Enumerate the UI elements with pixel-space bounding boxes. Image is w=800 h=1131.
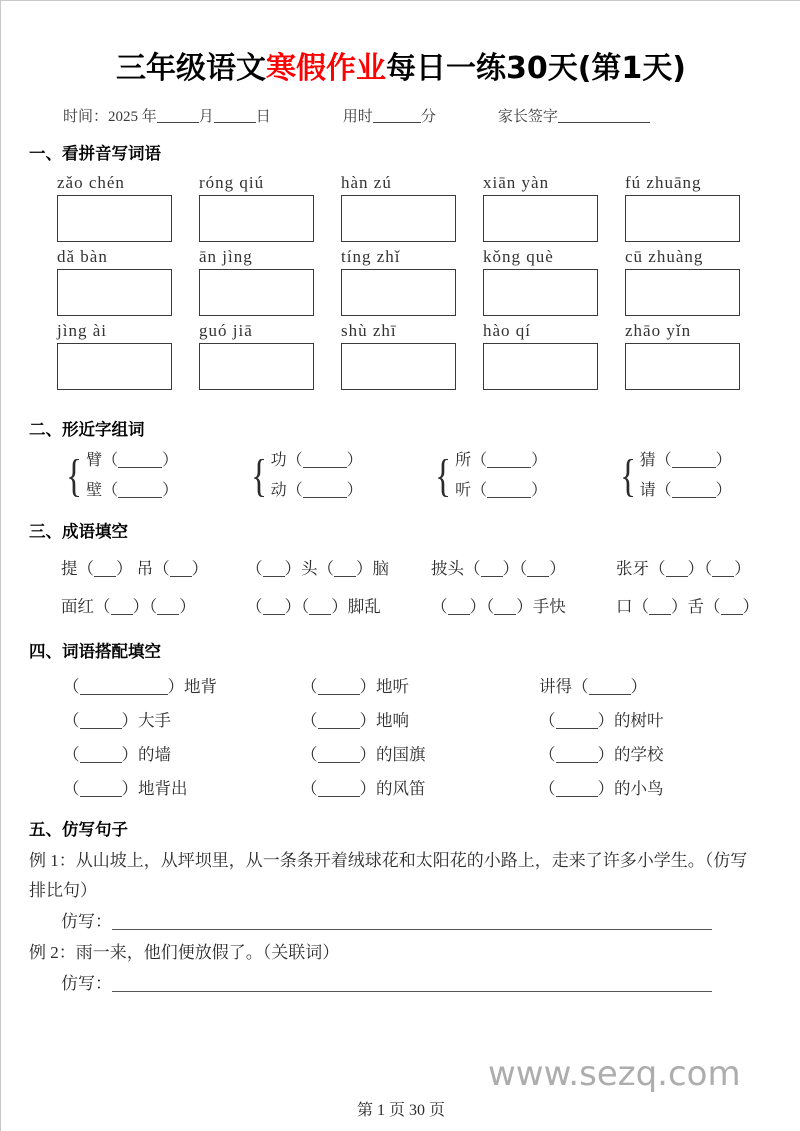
idiom-text: ） (191, 559, 209, 578)
pinyin-text: shù zhī (341, 321, 397, 340)
collocation-close: ）的学校 (597, 745, 664, 764)
idiom-text: ） (742, 597, 759, 616)
idiom-blank[interactable] (666, 561, 688, 577)
pinyin-text: cū zhuàng (625, 247, 704, 266)
paren-close: ） (162, 452, 179, 469)
collocation-open: （ (301, 711, 318, 730)
pinyin-text: hàn zú (341, 173, 392, 192)
pinyin-cell (483, 242, 625, 316)
similar-chars-line (271, 476, 363, 506)
idiom-blank[interactable] (157, 599, 179, 615)
pinyin-text: zhāo yǐn (625, 321, 692, 340)
section-heading-4: 四、词语搭配填空 (29, 642, 161, 661)
section-heading-1: 一、看拼音写词语 (29, 144, 161, 163)
collocation-item (539, 673, 777, 697)
collocation-blank[interactable] (589, 678, 631, 695)
idiom-item (616, 555, 800, 579)
pinyin-cell (199, 316, 341, 390)
pinyin-answer-box[interactable] (341, 269, 456, 316)
pinyin-answer-box[interactable] (199, 269, 314, 316)
idiom-text: ）（ (132, 597, 158, 616)
paren-close: ） (715, 482, 732, 499)
char-label: 壁（ (86, 482, 119, 499)
similar-chars-line (86, 476, 178, 506)
idiom-text: ）（ (687, 559, 713, 578)
idiom-blank[interactable] (111, 599, 133, 615)
idiom-text: ）手快 (516, 597, 566, 616)
title-part-2: 每日一练30天(第1天) (385, 51, 687, 86)
idiom-item (61, 593, 246, 617)
idiom-row (61, 586, 800, 624)
pinyin-answer-box[interactable] (199, 195, 314, 242)
similar-chars-group (248, 446, 433, 506)
collocation-blank[interactable] (80, 780, 122, 797)
similar-chars-group (63, 446, 248, 506)
title-highlight: 寒假作业 (265, 51, 386, 86)
collocation-open: （ (63, 711, 80, 730)
idiom-text: 张牙（ (616, 559, 666, 578)
day-label: 日 (255, 109, 271, 125)
collocation-item (63, 673, 301, 697)
similar-chars-lines (640, 446, 732, 506)
idiom-item (61, 555, 246, 579)
idiom-item (431, 555, 616, 579)
collocation-open: （ (301, 779, 318, 798)
pinyin-cell (199, 242, 341, 316)
idiom-item (246, 593, 431, 617)
pinyin-answer-box[interactable] (483, 269, 598, 316)
collocation-close: ）的国旗 (359, 745, 426, 764)
answer-blank[interactable] (672, 451, 716, 468)
pinyin-text: ān jìng (199, 247, 253, 266)
idiom-row (61, 548, 800, 586)
idiom-text: ）舌（ (671, 597, 721, 616)
pinyin-answer-box[interactable] (57, 343, 172, 390)
day-input-blank[interactable] (214, 107, 256, 123)
idiom-text: ） (734, 559, 751, 578)
answer-blank[interactable] (487, 481, 531, 498)
collocation-open: （ (301, 745, 318, 764)
idiom-blank[interactable] (481, 561, 503, 577)
pinyin-row (57, 242, 800, 316)
idiom-blank[interactable] (527, 561, 549, 577)
char-label: 功（ (270, 452, 303, 469)
similar-chars-lines (271, 446, 363, 506)
worksheet-content (1, 1, 800, 1131)
collocation-blank[interactable] (80, 712, 122, 729)
idiom-text: ） (179, 597, 196, 616)
brace-icon: { (66, 450, 83, 501)
collocation-close: ）地背 (167, 677, 217, 696)
collocation-blank[interactable] (80, 746, 122, 763)
paren-close: ） (162, 482, 179, 499)
collocation-open: （ (63, 745, 80, 764)
idiom-item (431, 593, 616, 617)
pinyin-text: zǎo chén (57, 173, 125, 192)
section-heading-3: 三、成语填空 (29, 522, 128, 541)
idiom-item (616, 593, 800, 617)
similar-chars-lines (86, 446, 178, 506)
brace-icon: { (435, 450, 452, 501)
collocation-blank[interactable] (556, 780, 598, 797)
char-label: 臂（ (86, 452, 119, 469)
idiom-blank[interactable] (448, 599, 470, 615)
similar-chars-line (455, 476, 547, 506)
collocation-close: ）的风笛 (359, 779, 426, 798)
month-input-blank[interactable] (157, 107, 199, 123)
pinyin-answer-box[interactable] (57, 195, 172, 242)
collocation-item (63, 707, 301, 731)
idiom-blank[interactable] (334, 561, 356, 577)
pinyin-section (1, 170, 800, 390)
similar-chars-lines (455, 446, 547, 506)
pinyin-cell (341, 170, 483, 242)
pinyin-cell (483, 170, 625, 242)
duration-label: 用时 (342, 109, 373, 125)
pinyin-cell (57, 242, 199, 316)
idiom-text: （ (431, 597, 448, 616)
idiom-blank[interactable] (712, 561, 734, 577)
answer-blank[interactable] (303, 481, 347, 498)
collocation-blank[interactable] (556, 712, 598, 729)
collocation-close: ）的树叶 (597, 711, 664, 730)
answer-input-line[interactable] (112, 912, 712, 930)
collocation-item (539, 775, 777, 799)
pinyin-answer-box[interactable] (199, 343, 314, 390)
idiom-text: 面红（ (61, 597, 111, 616)
pinyin-answer-box[interactable] (483, 343, 598, 390)
idiom-text: ）（ (502, 559, 528, 578)
idiom-blank[interactable] (494, 599, 516, 615)
minute-label: 分 (420, 109, 436, 125)
similar-chars-line (86, 446, 178, 476)
idiom-text: 提（ (61, 559, 94, 578)
idiom-text: （ (246, 597, 263, 616)
pinyin-answer-box[interactable] (341, 343, 456, 390)
collocation-row (63, 668, 800, 702)
collocation-item (539, 741, 777, 765)
idioms-section (1, 548, 800, 624)
brace-icon: { (250, 450, 267, 501)
collocation-item (301, 775, 539, 799)
answer-label: 仿写： (61, 974, 112, 993)
char-label: 所（ (455, 452, 488, 469)
similar-chars-group (617, 446, 800, 506)
page-title (1, 1, 800, 87)
similar-chars-group (432, 446, 617, 506)
collocation-blank[interactable] (318, 712, 360, 729)
collocation-close: ）地响 (359, 711, 409, 730)
pinyin-row (57, 316, 800, 390)
title-part-1: 三年级语文 (115, 51, 266, 86)
answer-blank[interactable] (672, 481, 716, 498)
sentences-section (1, 846, 800, 1000)
pinyin-cell (341, 316, 483, 390)
pinyin-answer-box[interactable] (483, 195, 598, 242)
collocation-blank[interactable] (556, 746, 598, 763)
idiom-text: ）脚乱 (331, 597, 381, 616)
idiom-blank[interactable] (263, 561, 285, 577)
collocation-close: ）大手 (121, 711, 171, 730)
section-heading-2: 二、形近字组词 (29, 420, 145, 439)
collocation-row (63, 736, 800, 770)
pinyin-cell (625, 170, 767, 242)
pinyin-text: kǒng què (483, 247, 554, 266)
pinyin-answer-box[interactable] (625, 343, 740, 390)
idiom-text: ） 吊（ (116, 559, 170, 578)
collocation-blank[interactable] (80, 678, 168, 695)
answer-input-line[interactable] (112, 974, 712, 992)
collocations-section (1, 668, 800, 804)
idiom-blank[interactable] (170, 561, 192, 577)
answer-label: 仿写： (61, 912, 112, 931)
signature-input-blank[interactable] (558, 107, 650, 123)
pinyin-cell (625, 316, 767, 390)
collocation-item (301, 741, 539, 765)
similar-chars-line (640, 476, 732, 506)
paren-close: ） (346, 482, 363, 499)
char-label: 请（ (639, 482, 672, 499)
time-label: 时间：2025 年 (63, 109, 157, 125)
pinyin-text: guó jiā (199, 321, 253, 340)
info-row (1, 105, 800, 126)
idiom-text: ）头（ (284, 559, 334, 578)
paren-close: ） (715, 452, 732, 469)
idiom-blank[interactable] (721, 599, 743, 615)
char-label: 猜（ (639, 452, 672, 469)
answer-line-2 (29, 968, 800, 1000)
pinyin-text: hào qí (483, 321, 532, 340)
duration-input-blank[interactable] (373, 107, 421, 123)
pinyin-cell (341, 242, 483, 316)
collocation-close: ）地背出 (121, 779, 188, 798)
pinyin-cell (625, 242, 767, 316)
brace-icon: { (619, 450, 636, 501)
idiom-blank[interactable] (309, 599, 331, 615)
answer-blank[interactable] (118, 481, 162, 498)
similar-chars-line (640, 446, 732, 476)
pinyin-text: róng qiú (199, 173, 265, 192)
collocation-open: （ (539, 779, 556, 798)
collocation-open: 讲得（ (539, 677, 589, 696)
example-sentence-2: 例 2：雨一来，他们便放假了。（关联词） (29, 943, 340, 962)
idiom-text: （ (246, 559, 263, 578)
collocation-open: （ (63, 779, 80, 798)
answer-line-1 (29, 906, 800, 938)
answer-blank[interactable] (487, 451, 531, 468)
idiom-text: 口（ (616, 597, 649, 616)
pinyin-cell (199, 170, 341, 242)
idiom-text: 披头（ (431, 559, 481, 578)
collocation-blank[interactable] (318, 746, 360, 763)
idiom-text: ）脑 (356, 559, 389, 578)
collocation-open: （ (63, 677, 80, 696)
signature-label: 家长签字 (497, 109, 558, 125)
collocation-item (63, 775, 301, 799)
pinyin-text: xiān yàn (483, 173, 550, 192)
collocation-item (301, 707, 539, 731)
idiom-blank[interactable] (649, 599, 671, 615)
collocation-row (63, 702, 800, 736)
paren-close: ） (531, 452, 548, 469)
collocation-row (63, 770, 800, 804)
collocation-blank[interactable] (318, 780, 360, 797)
collocation-close: ）地听 (359, 677, 409, 696)
section-heading-5: 五、仿写句子 (29, 820, 128, 839)
collocation-close: ）的小鸟 (597, 779, 664, 798)
similar-chars-section (1, 446, 800, 506)
collocation-open: （ (539, 711, 556, 730)
pinyin-cell (57, 170, 199, 242)
idiom-blank[interactable] (263, 599, 285, 615)
char-label: 动（ (270, 482, 303, 499)
collocation-close: ） (630, 677, 647, 696)
idiom-blank[interactable] (94, 561, 116, 577)
example-sentence-1: 例 1：从山坡上，从坪坝里，从一条条开着绒球花和太阳花的小路上，走来了许多小学生。（仿写排比句） (29, 851, 748, 900)
pinyin-answer-box[interactable] (57, 269, 172, 316)
pinyin-text: fú zhuāng (625, 173, 702, 192)
collocation-open: （ (301, 677, 318, 696)
paren-close: ） (346, 452, 363, 469)
char-label: 听（ (455, 482, 488, 499)
collocation-close: ）的墙 (121, 745, 171, 764)
similar-chars-line (455, 446, 547, 476)
pinyin-answer-box[interactable] (341, 195, 456, 242)
similar-chars-line (271, 446, 363, 476)
pinyin-answer-box[interactable] (625, 269, 740, 316)
pinyin-answer-box[interactable] (625, 195, 740, 242)
collocation-item (301, 673, 539, 697)
page-footer: 第 1 页 30 页 (356, 1102, 445, 1119)
collocation-item (63, 741, 301, 765)
paren-close: ） (531, 482, 548, 499)
idiom-text: ） (549, 559, 566, 578)
collocation-blank[interactable] (318, 678, 360, 695)
pinyin-text: dǎ bàn (57, 247, 108, 266)
answer-blank[interactable] (303, 451, 347, 468)
answer-blank[interactable] (118, 451, 162, 468)
idiom-text: ）（ (469, 597, 495, 616)
month-label: 月 (198, 109, 214, 125)
pinyin-cell (57, 316, 199, 390)
watermark: www.sezq.com (488, 1054, 741, 1094)
idiom-item (246, 555, 431, 579)
collocation-item (539, 707, 777, 731)
pinyin-text: jìng ài (57, 321, 107, 340)
pinyin-cell (483, 316, 625, 390)
collocation-open: （ (539, 745, 556, 764)
idiom-text: ）（ (284, 597, 310, 616)
pinyin-text: tíng zhǐ (341, 247, 401, 266)
pinyin-row (57, 170, 800, 242)
